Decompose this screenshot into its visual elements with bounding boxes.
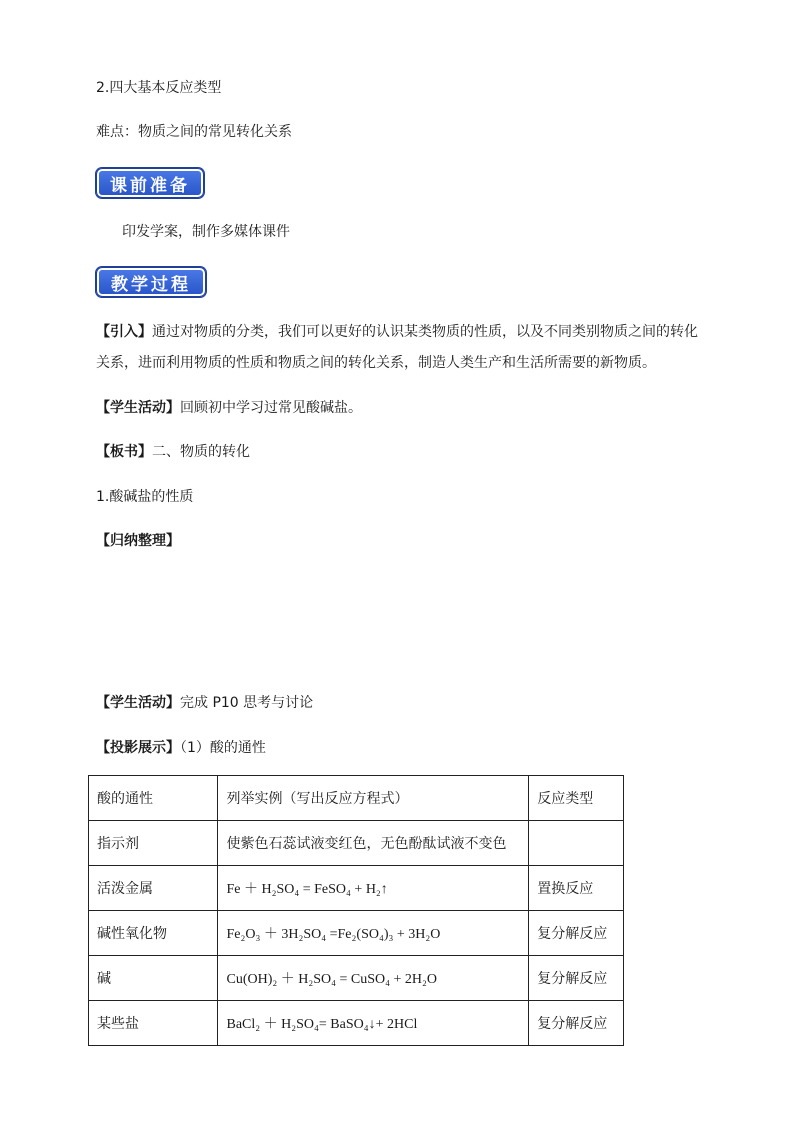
- header-cell-property: 酸的通性: [89, 776, 218, 821]
- prep-text: 印发学案，制作多媒体课件: [122, 224, 290, 240]
- header-cell-type: 反应类型: [529, 776, 624, 821]
- table-cell: 指示剂: [89, 821, 218, 866]
- difficulty-line: 难点：物质之间的常见转化关系: [96, 124, 292, 140]
- table-cell: 复分解反应: [529, 956, 624, 1001]
- table-row: [89, 821, 624, 866]
- summary-tag: 【归纳整理】: [96, 533, 180, 549]
- activity1-tag: 【学生活动】: [96, 400, 180, 416]
- heading-acid-base-salt: 1.酸碱盐的性质: [96, 489, 194, 505]
- intro-paragraph-line2: 关系，进而利用物质的性质和物质之间的转化关系，制造人类生产和生活所需要的新物质。: [96, 355, 656, 371]
- board-tag: 【板书】: [96, 444, 152, 460]
- table-cell: Fe ＋ H₂SO₄ = FeSO₄ + H₂↑: [218, 866, 529, 911]
- table-row: [89, 956, 624, 1001]
- process-section-badge: 教学过程: [96, 267, 206, 297]
- table-cell: 某些盐: [89, 1001, 218, 1046]
- intro-text-1: 通过对物质的分类，我们可以更好的认识某类物质的性质，以及不同类别物质之间的转化: [152, 324, 698, 340]
- table-cell: 碱: [89, 956, 218, 1001]
- table-cell: 复分解反应: [529, 911, 624, 956]
- item-four-reaction-types: 2.四大基本反应类型: [96, 80, 222, 96]
- board-writing: [96, 442, 250, 462]
- table-cell: Fe₂O₃ ＋ 3H₂SO₄ =Fe₂(SO₄)₃ + 3H₂O: [218, 911, 529, 956]
- table-row: [89, 866, 624, 911]
- acid-properties-table: [88, 775, 624, 1046]
- table-row: [89, 911, 624, 956]
- header-cell-example: 列举实例（写出反应方程式）: [218, 776, 529, 821]
- intro-tag: 【引入】: [96, 324, 152, 340]
- table-row: [89, 1001, 624, 1046]
- activity2-tag: 【学生活动】: [96, 695, 180, 711]
- activity2-text: 完成 P10 思考与讨论: [180, 695, 314, 711]
- table-header-row: [89, 776, 624, 821]
- table-cell: 复分解反应: [529, 1001, 624, 1046]
- table-cell: BaCl₂ ＋ H₂SO₄= BaSO₄↓+ 2HCl: [218, 1001, 529, 1046]
- intro-paragraph-line1: [96, 322, 698, 342]
- table-cell: 活泼金属: [89, 866, 218, 911]
- projection-text: （1）酸的通性: [180, 740, 266, 756]
- table-cell: [529, 821, 624, 866]
- prep-section-badge: 课前准备: [96, 168, 204, 198]
- projection-tag: 【投影展示】: [96, 740, 180, 756]
- student-activity-1: [96, 398, 362, 418]
- projection-display: [96, 738, 266, 758]
- activity1-text: 回顾初中学习过常见酸碱盐。: [180, 400, 362, 416]
- table-cell: 使紫色石蕊试液变红色，无色酚酞试液不变色: [218, 821, 529, 866]
- board-text: 二、物质的转化: [152, 444, 250, 460]
- table-cell: 碱性氧化物: [89, 911, 218, 956]
- table-cell: Cu(OH)₂ ＋ H₂SO₄ = CuSO₄ + 2H₂O: [218, 956, 529, 1001]
- student-activity-2: [96, 693, 313, 713]
- table-cell: 置换反应: [529, 866, 624, 911]
